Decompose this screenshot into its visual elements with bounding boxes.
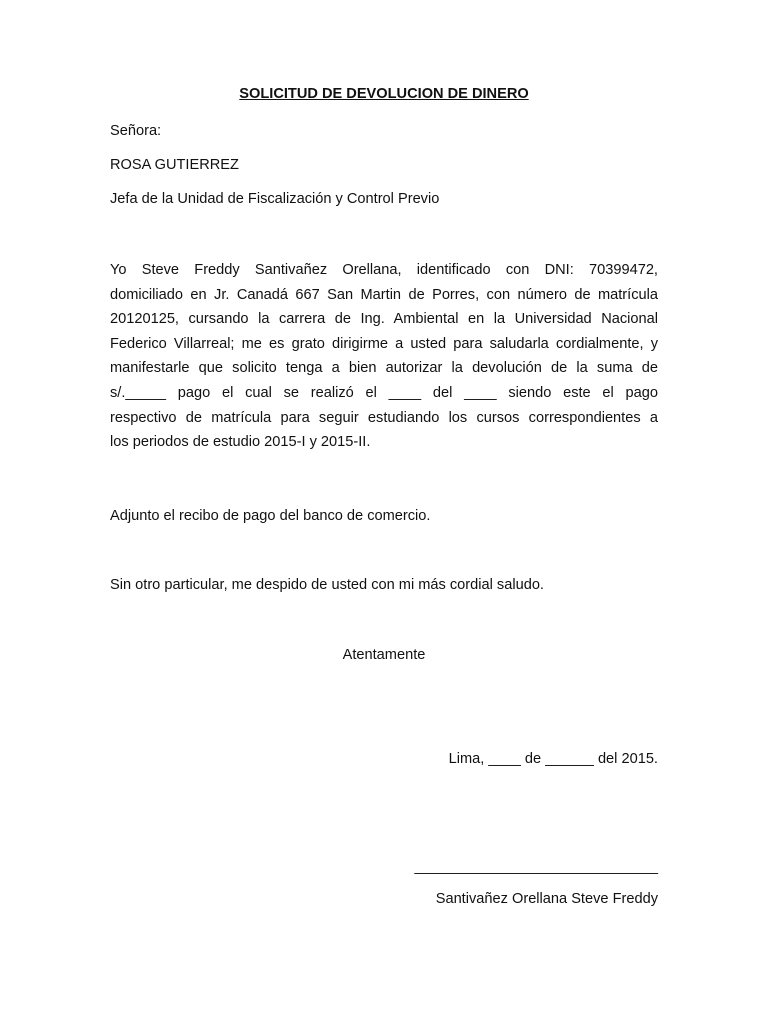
recipient-position: Jefa de la Unidad de Fiscalización y Control Previo (110, 191, 440, 207)
body-line: domiciliado en Jr. Canadá 667 San Martin de Porres, con número de matrícula (110, 286, 658, 303)
body-line: 20120125, cursando la carrera de Ing. Ambiental en la Universidad Nacional (110, 311, 658, 328)
body-line: Yo Steve Freddy Santivañez Orellana, identificado con DNI: 70399472, (110, 262, 658, 278)
signature-line: ______________________________ (414, 859, 658, 875)
salutation: Señora: (110, 123, 162, 139)
body-line: Federico Villarreal; me es grato dirigirme a usted para saludarla cordialmente, y (110, 335, 658, 352)
signer-name: Santivañez Orellana Steve Freddy (435, 891, 658, 907)
closing: Atentamente (342, 647, 426, 663)
body-paragraph (110, 258, 658, 455)
closing-sentence: Sin otro particular, me despido de usted con mi más cordial saludo. (110, 577, 544, 593)
body-line: manifestarle que solicito tenga a bien autorizar la devolución de la suma de (110, 360, 658, 377)
document-title: SOLICITUD DE DEVOLUCION DE DINERO (239, 86, 529, 102)
place-date: Lima, ____ de ______ del 2015. (448, 751, 658, 767)
body-line: respectivo de matrícula para seguir estudiando los cursos correspondientes a (110, 409, 658, 426)
body-line: los periodos de estudio 2015-I y 2015-II. (110, 434, 371, 451)
attachment-note: Adjunto el recibo de pago del banco de comercio. (110, 508, 431, 524)
body-line: s/._____ pago el cual se realizó el ____ del ____ siendo este el pago (110, 384, 658, 401)
recipient-name: ROSA GUTIERREZ (110, 157, 239, 173)
